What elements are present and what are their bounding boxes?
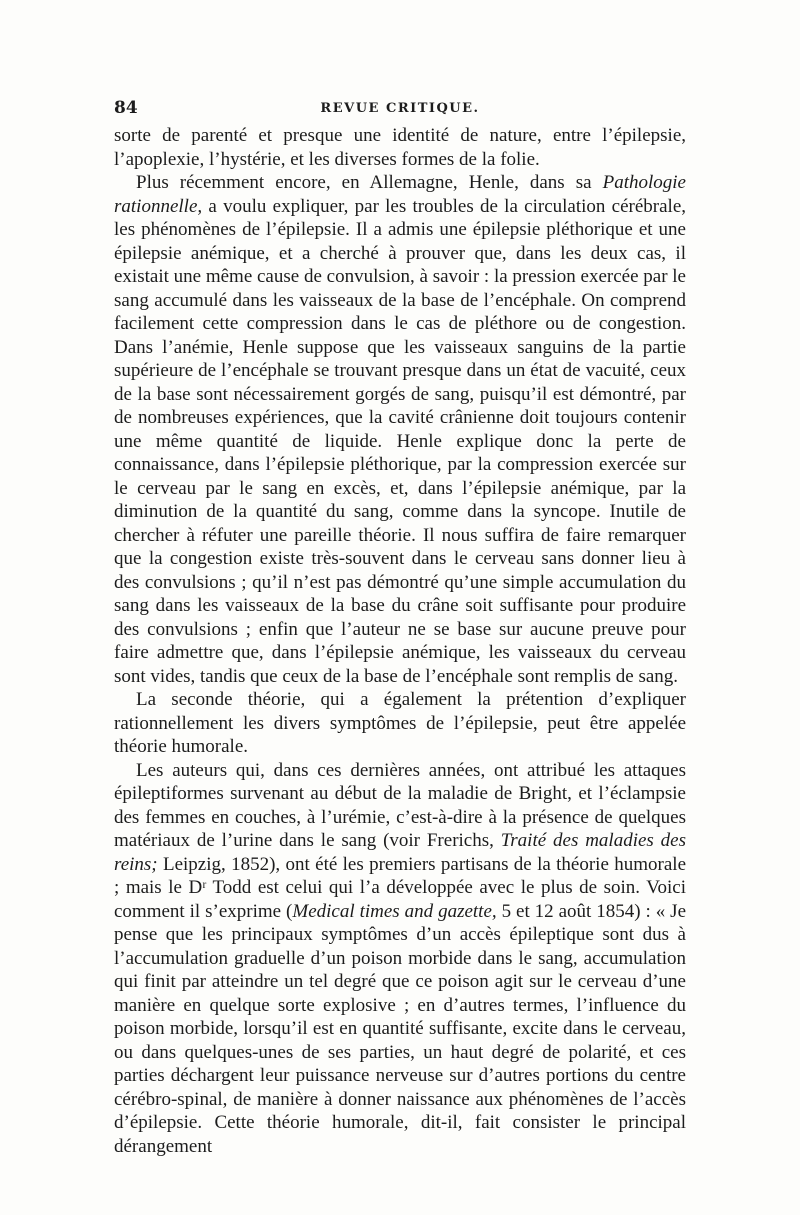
paragraph-continued [114, 124, 686, 171]
body-text [114, 124, 686, 1158]
work-title: Pathologie rationnelle, [114, 172, 686, 217]
running-head [114, 98, 686, 122]
text-run: a voulu expliquer, par les troubles de la circulation cérébrale, les phénomènes de l’épilepsie. Il a admis une épilepsie pléthorique et une épilepsie anémique, et a cherché à prouver que, dans les deux cas, il existait une même cause de convulsion, à savoir : la pression exercée par le sang accumulé dans les vaisseaux de la base de l’encéphale. On comprend facilement cette compression dans le cas de pléthore ou de congestion. Dans l’anémie, Henle suppose que les vaisseaux sanguins de la partie supérieure de l’encéphale se trouvant presque dans un état de vacuité, ceux de la base sont nécessairement gorgés de sang, puisqu’il est démontré, par de nombreuses expériences, que la cavité crânienne doit toujours contenir une même quantité de liquide. Henle explique donc la perte de connaissance, dans l’épilepsie pléthorique, par la compression exercée sur le cerveau par le sang en excès, et, dans l’épilepsie anémique, par la diminution de la quantité du sang, comme dans la syncope. Inutile de chercher à réfuter une pareille théorie. Il nous suffira de faire remarquer que la congestion existe très-souvent dans le cerveau sans donner lieu à des convulsions ; qu’il n’est pas démontré qu’une simple accumulation du sang dans les vaisseaux de la base du crâne soit suffisante pour produire des convulsions ; enfin que l’auteur ne se base sur aucune preuve pour faire admettre que, dans l’épilepsie anémique, les vaisseaux du cerveau sont vides, tandis que ceux de la base de l’encéphale sont remplis de sang. [114, 195, 686, 687]
text-run: 5 et 12 août 1854) : « Je pense que les principaux symptômes d’un accès épileptique sont dus à l’accumulation graduelle d’un poison morbide dans le sang, accumulation qui finit par atteindre un tel degré que ce poison agit sur le cerveau d’une manière en quelque sorte explosive ; en d’autres termes, l’influence du poison morbide, lorsqu’il est en quantité suffisante, excite dans le cerveau, ou dans quelques-unes de ses parties, un haut degré de polarité, et ces parties déchargent leur puissance nerveuse sur d’autres portions du centre cérébro-spinal, de manière à donner naissance aux phénomènes de l’accès d’épilepsie. Cette théorie humorale, dit-il, fait consister le principal dérangement [114, 900, 687, 1157]
text-run: Leipzig, 1852), ont été les premiers partisans de la théorie humorale ; mais le Dʳ Todd est celui qui l’a développée avec le plus de soin. Voici comment il s’exprime ( [114, 853, 686, 922]
text-run: Les auteurs qui, dans ces dernières années, ont attribué les attaques épileptiformes survenant au début de la maladie de Bright, et l’éclampsie des femmes en couches, à l’urémie, c’est-à-dire à la présence de quelques matériaux de l’urine dans le sang (voir Frerichs, [114, 759, 686, 851]
paragraph-henle-theory [114, 171, 686, 688]
work-title: Traité des maladies des reins; [114, 830, 686, 875]
page-number: 84 [114, 98, 138, 118]
text-run: La seconde théorie, qui a également la prétention d’expliquer rationnellement les divers symptômes de l’épilepsie, peut être appelée théorie humorale. [114, 689, 686, 757]
text-run: sorte de parenté et presque une identité de nature, entre l’épilepsie, l’apoplexie, l’hystérie, et les diverses formes de la folie. [114, 125, 686, 170]
paragraph-humoral-theory [114, 688, 686, 759]
paragraph-todd-quote [114, 759, 686, 1159]
text-run: Plus récemment encore, en Allemagne, Henle, dans sa [136, 172, 603, 193]
running-title: REVUE CRITIQUE. [320, 101, 480, 116]
journal-title: Medical times and gazette, [292, 900, 497, 922]
